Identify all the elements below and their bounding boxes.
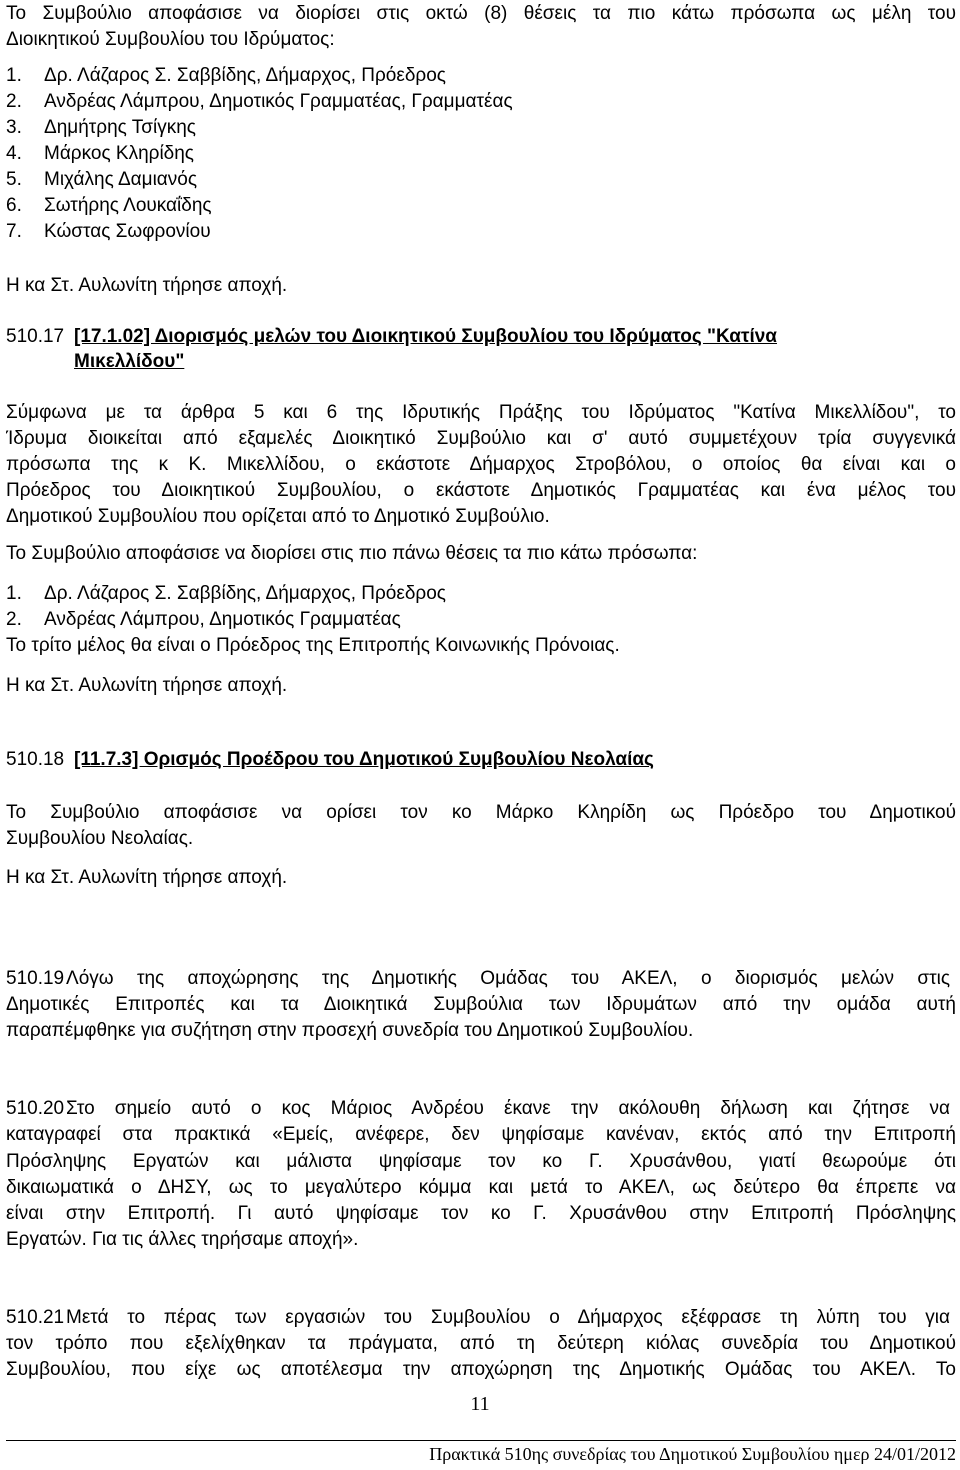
item-paragraph bbox=[6, 1097, 956, 1121]
body-line: δικαιωματικά ο ΔΗΣΥ, ως το μεγαλύτερο κόμμα και μετά το ΑΚΕΛ, ως δεύτερο θα έπρεπε να bbox=[6, 1177, 956, 1198]
member-number: 7. bbox=[6, 221, 22, 242]
abstention-note: Η κα Στ. Αυλωνίτη τήρησε αποχή. bbox=[6, 275, 288, 296]
body-line: Πρόσληψης Εργατών και μάλιστα ψηφίσαμε τον κο Γ. Χρυσάνθου, γιατί θεωρούμε ότι bbox=[6, 1151, 956, 1172]
member-name: Μάρκος Κληρίδης bbox=[44, 143, 194, 164]
member-name: Μιχάλης Δαμιανός bbox=[44, 169, 198, 190]
member-item bbox=[6, 220, 956, 244]
body-line: πρόσωπα της κ Κ. Μικελλίδου, ο εκάστοτε Δήμαρχος Στροβόλου, ο οποίος θα είναι και ο bbox=[6, 454, 956, 475]
item-code: 510.21 bbox=[6, 1307, 65, 1328]
body-line: τον τρόπο που εξελίχθηκαν τα πράγματα, από τη δεύτερη κιόλας συνεδρία του Δημοτικού bbox=[6, 1333, 956, 1354]
item-title: [17.1.02] Διορισμός μελών του Διοικητικού Συμβουλίου του Ιδρύματος "Κατίνα bbox=[74, 326, 777, 347]
page-number: 11 bbox=[470, 1393, 490, 1415]
abstention-note: Η κα Στ. Αυλωνίτη τήρησε αποχή. bbox=[6, 675, 288, 696]
member-number: 5. bbox=[6, 169, 22, 190]
member-item bbox=[6, 582, 956, 606]
item-heading bbox=[6, 325, 956, 349]
member-item bbox=[6, 142, 956, 166]
member-name: Σωτήρης Λουκαΐδης bbox=[44, 195, 212, 216]
member-name: Δρ. Λάζαρος Σ. Σαββίδης, Δήμαρχος, Πρόεδρος bbox=[44, 583, 446, 604]
member-number: 3. bbox=[6, 117, 22, 138]
member-item bbox=[6, 168, 956, 192]
member-name: Ανδρέας Λάμπρου, Δημοτικός Γραμματέας, Γραμματέας bbox=[44, 91, 513, 112]
body-line: Μετά το πέρας των εργασιών του Συμβουλίου ο Δήμαρχος εξέφρασε τη λύπη του για bbox=[66, 1307, 950, 1328]
body-line: Λόγω της αποχώρησης της Δημοτικής Ομάδας του ΑΚΕΛ, ο διορισμός μελών στις bbox=[66, 968, 950, 989]
body-line: Το τρίτο μέλος θα είναι ο Πρόεδρος της Επιτροπής Κοινωνικής Πρόνοιας. bbox=[6, 635, 620, 656]
page-footer: Πρακτικά 510ης συνεδρίας του Δημοτικού Συμβουλίου ημερ 24/01/2012 bbox=[429, 1444, 956, 1464]
member-item bbox=[6, 608, 956, 632]
body-line: καταγραφεί στα πρακτικά «Εμείς, ανέφερε, δεν ψηφίσαμε κανέναν, εκτός από την Επιτροπή bbox=[6, 1124, 956, 1145]
item-title: Μικελλίδου" bbox=[74, 351, 185, 372]
member-item bbox=[6, 90, 956, 114]
item-heading bbox=[6, 748, 956, 772]
member-number: 2. bbox=[6, 609, 22, 630]
item-title-continued bbox=[74, 350, 944, 374]
body-line: Ίδρυμα διοικείται από εξαμελές Διοικητικό Συμβούλιο και σ' αυτό συμμετέχουν τρία συγγενικά bbox=[6, 428, 956, 449]
item-paragraph bbox=[6, 967, 956, 991]
member-name: Κώστας Σωφρονίου bbox=[44, 221, 211, 242]
item-paragraph bbox=[6, 1306, 956, 1330]
member-item bbox=[6, 64, 956, 88]
item-code: 510.17 bbox=[6, 326, 65, 347]
body-line: Εργατών. Για τις άλλες τηρήσαμε αποχή». bbox=[6, 1229, 359, 1250]
body-line: Συμβουλίου Νεολαίας. bbox=[6, 828, 194, 849]
abstention-note: Η κα Στ. Αυλωνίτη τήρησε αποχή. bbox=[6, 867, 288, 888]
body-line: είναι στην Επιτροπή. Γι αυτό ψηφίσαμε τον κο Γ. Χρυσάνθου στην Επιτροπή Πρόσληψης bbox=[6, 1203, 956, 1224]
item-code: 510.20 bbox=[6, 1098, 65, 1119]
member-name: Δρ. Λάζαρος Σ. Σαββίδης, Δήμαρχος, Πρόεδρος bbox=[44, 65, 446, 86]
body-line: Πρόεδρος του Διοικητικού Συμβουλίου, ο εκάστοτε Δημοτικός Γραμματέας και ένα μέλος του bbox=[6, 480, 956, 501]
body-line: Δημοτικού Συμβουλίου που ορίζεται από το Δημοτικό Συμβούλιο. bbox=[6, 506, 550, 527]
item-code: 510.19 bbox=[6, 968, 65, 989]
member-number: 1. bbox=[6, 65, 22, 86]
decision-line: Το Συμβούλιο αποφάσισε να διορίσει στις πιο πάνω θέσεις τα πιο κάτω πρόσωπα: bbox=[6, 543, 698, 564]
body-line: Συμβουλίου, που είχε ως αποτέλεσμα την αποχώρηση της Δημοτικής Ομάδας του ΑΚΕΛ. Το bbox=[6, 1359, 956, 1380]
intro-line: Το Συμβούλιο αποφάσισε να διορίσει στις οκτώ (8) θέσεις τα πιο κάτω πρόσωπα ως μέλη του bbox=[6, 3, 956, 24]
member-name: Δημήτρης Τσίγκης bbox=[44, 117, 196, 138]
footer-divider bbox=[6, 1440, 956, 1441]
body-line: Σύμφωνα με τα άρθρα 5 και 6 της Ιδρυτικής Πράξης του Ιδρύματος "Κατίνα Μικελλίδου", το bbox=[6, 402, 956, 423]
body-line: Στο σημείο αυτό ο κος Μάριος Ανδρέου έκανε την ακόλουθη δήλωση και ζήτησε να bbox=[66, 1098, 950, 1119]
member-item bbox=[6, 116, 956, 140]
member-item bbox=[6, 194, 956, 218]
member-number: 1. bbox=[6, 583, 22, 604]
intro-line: Διοικητικού Συμβουλίου του Ιδρύματος: bbox=[6, 29, 335, 50]
item-code: 510.18 bbox=[6, 749, 65, 770]
member-number: 4. bbox=[6, 143, 22, 164]
body-line: Δημοτικές Επιτροπές και τα Διοικητικά Συμβούλια των Ιδρυμάτων από την ομάδα αυτή bbox=[6, 994, 956, 1015]
body-line: Το Συμβούλιο αποφάσισε να ορίσει τον κο Μάρκο Κληρίδη ως Πρόεδρο του Δημοτικού bbox=[6, 802, 956, 823]
member-number: 2. bbox=[6, 91, 22, 112]
body-line: παραπέμφθηκε για συζήτηση στην προσεχή συνεδρία του Δημοτικού Συμβουλίου. bbox=[6, 1020, 694, 1041]
member-name: Ανδρέας Λάμπρου, Δημοτικός Γραμματέας bbox=[44, 609, 401, 630]
item-title: [11.7.3] Ορισμός Προέδρου του Δημοτικού Συμβουλίου Νεολαίας bbox=[74, 749, 654, 770]
member-number: 6. bbox=[6, 195, 22, 216]
